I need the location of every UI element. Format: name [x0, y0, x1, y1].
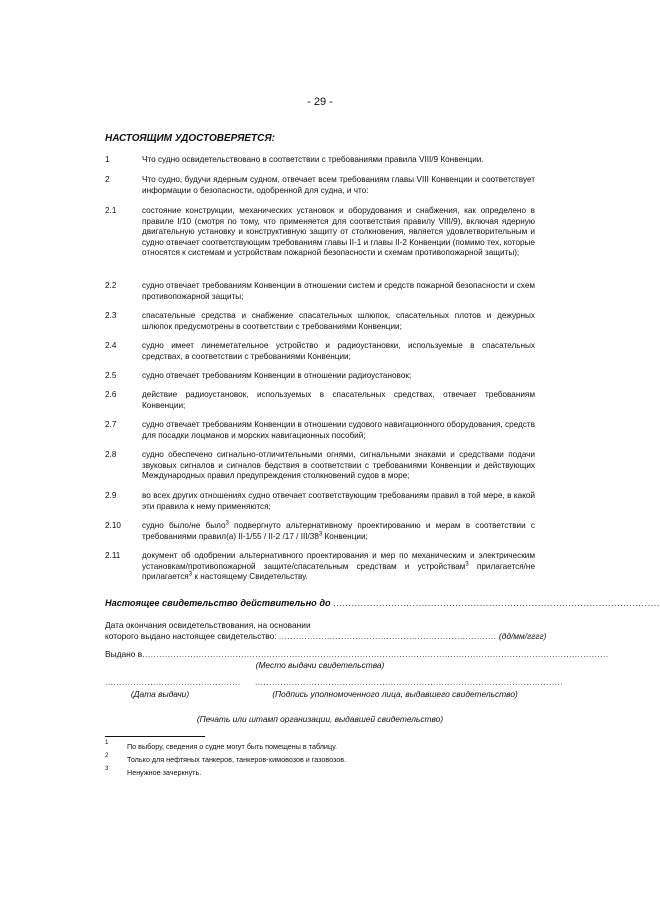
footnote-ref: 3: [318, 530, 323, 537]
item-text: документ об одобрении альтернативного проектирования и мер по механическим и электрическим установкам/противопожарной защите/спасательным средствам и устройствам$^3$ прилагается/не прилагается$^3$ к настоящему Свидетельству.: [142, 551, 535, 582]
item-number: 2.8: [105, 450, 117, 459]
validity-line: [105, 598, 660, 608]
expiry-date-field[interactable]: .............................................................................: [278, 631, 497, 641]
issued-line: [105, 649, 609, 660]
item-number: 2: [105, 175, 110, 184]
item-text: судно отвечает требованиям Конвенции в отношении систем и средств пожарной безопасности и схем противопожарной защиты;: [142, 281, 535, 301]
expiry-label-line1: Дата окончания освидетельствования, на основании: [105, 620, 311, 630]
item-number: 2.3: [105, 311, 117, 320]
footnote-text: Ненужное зачеркнуть.: [127, 768, 202, 777]
issue-place-field[interactable]: .....................................................................................................................................................................: [142, 649, 609, 659]
item-text: судно было/не было$^3$ подвергнуто альтернативному проектированию и мерам в соответствии с требованиями правил(а) II-1/55 / II-2 /17 / III/$38^3$ Конвенции;: [142, 520, 535, 541]
footnote-ref: 3: [465, 560, 469, 567]
item-text: судно отвечает требованиям Конвенции в отношении радиоустановок;: [142, 371, 412, 380]
place-caption: (Место выдачи свидетельства): [255, 660, 385, 670]
issued-at-label: Выдано в: [105, 649, 143, 659]
item-number: 2.7: [105, 420, 117, 429]
validity-date-field[interactable]: ...........................................................................................................: [333, 598, 660, 608]
footnote-text: Только для нефтяных танкеров, танкеров-химовозов и газовозов.: [127, 755, 347, 764]
footnote-mark: 2: [105, 753, 109, 759]
item-number: 1: [105, 155, 110, 164]
footnote-ref: 3: [225, 520, 229, 527]
item-number: 2.10: [105, 521, 121, 530]
item-text: спасательные средства и снабжение спасательных шлюпок, спасательных плотов и дежурных шлюпок предусмотрены в соответствии с требованиями Конвенции;: [142, 311, 535, 331]
item-text: судно отвечает требованиям Конвенции в отношении судового навигационного оборудования, средств для посадки лоцманов и морских навигационных пособий;: [142, 420, 535, 440]
issue-date-field[interactable]: ................................................: [105, 677, 241, 687]
item-text: Что судно освидетельствовано в соответствии с требованиями правила VIII/9 Конвенции.: [142, 155, 484, 164]
signature-caption: (Подпись уполномоченного лица, выдавшего свидетельство): [272, 689, 518, 699]
item-number: 2.9: [105, 491, 117, 500]
item-number: 2.5: [105, 371, 117, 380]
expiry-label-line2: которого выдано настоящее свидетельство:: [105, 631, 277, 641]
item-text: судно обеспечено сигнально-отличительными огнями, сигнальными знаками и средствами подачи звуковых сигналов и сигналов бедствия в соответствии с требованиями Конвенции и действующих Международных правил предупреждения столкновений судов в море;: [142, 450, 535, 481]
item-text: во всех других отношениях судно отвечает соответствующим требованиям правил в той мере, в какой эти правила к нему применяются;: [142, 491, 535, 511]
footnote-mark: 3: [105, 766, 109, 772]
footnote-divider: [105, 736, 205, 737]
item-number: 2.6: [105, 390, 117, 399]
item-number: 2.1: [105, 206, 117, 215]
signature-field[interactable]: .............................................................................................................: [255, 677, 564, 687]
date-caption: (Дата выдачи): [130, 689, 190, 699]
item-number: 2.11: [105, 551, 121, 560]
date-format-hint: (дд/мм/гггг): [498, 631, 547, 641]
footnote-ref: 3: [188, 571, 193, 578]
item-text: судно имеет линеметательное устройство и радиоустановки, используемые в спасательных средствах, в соответствии с требованиями Конвенции;: [142, 341, 535, 361]
expiry-line: [105, 631, 547, 642]
item-text: состояние конструкции, механических установок и оборудования и снабжения, как определено в правиле I/10 (смотря по тому, что применяется для соответствия правилу VIII/9), включая ядерную двигательную установку и конструктивную защиту от столкновения, является удовлетворительным и судно отвечает соответствующим требованиям главы II-1 и главы II-2 Конвенции (помимо тех, которые относятся к системам и устройствам пожарной безопасности и схемам противопожарной защиты);: [142, 206, 535, 258]
validity-label: Настоящее свидетельство действительно до: [105, 598, 331, 608]
certification-heading: НАСТОЯЩИМ УДОСТОВЕРЯЕТСЯ:: [105, 133, 275, 144]
page-number: - 29 -: [307, 96, 333, 108]
item-text: действие радиоустановок, используемых в спасательных средствах, отвечает требованиям Конвенции;: [142, 390, 535, 410]
seal-caption: (Печать или штамп организации, выдавшей свидетельство): [196, 714, 444, 724]
item-text: Что судно, будучи ядерным судном, отвечает всем требованиям главы VIII Конвенции и соответствует информации о безопасности, одобренной для судна, и что:: [142, 175, 535, 195]
item-number: 2.4: [105, 341, 117, 350]
footnote-mark: 1: [105, 740, 109, 746]
item-number: 2.2: [105, 281, 117, 290]
footnote-text: По выбору, сведения о судне могут быть помещены в таблицу.: [127, 742, 337, 751]
